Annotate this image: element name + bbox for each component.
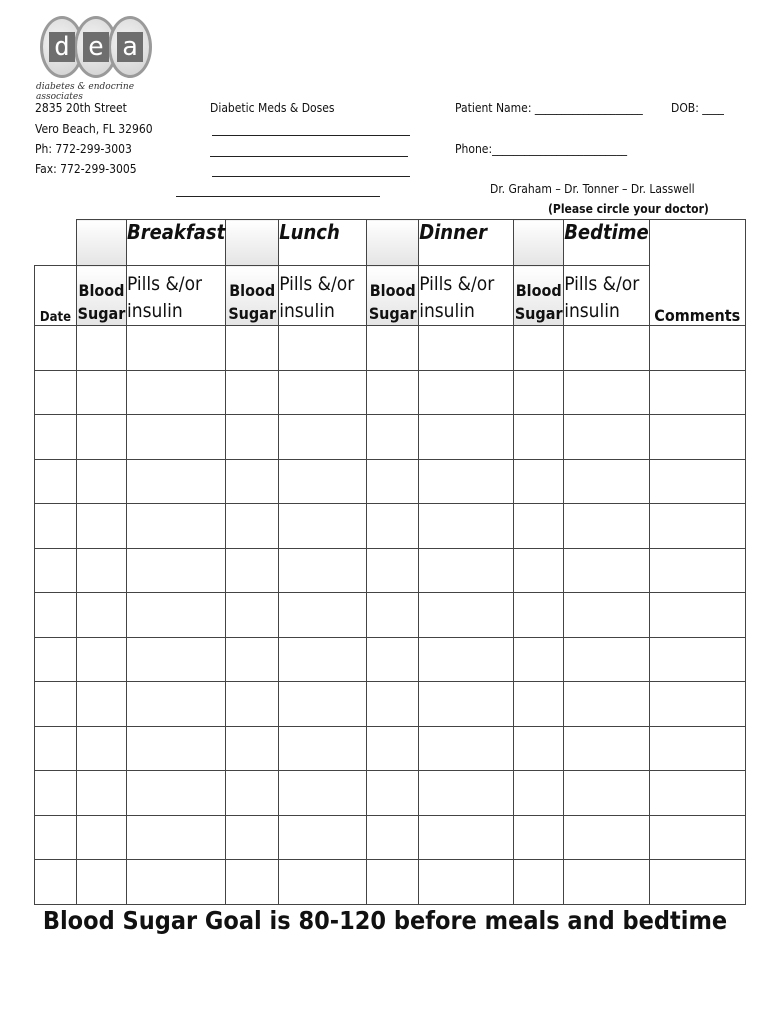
entry-cell[interactable]	[127, 504, 226, 549]
meal-bedtime: Bedtime	[564, 220, 650, 266]
entry-cell[interactable]	[35, 860, 77, 905]
blood-sugar-goal: Blood Sugar Goal is 80-120 before meals and bedtime	[42, 906, 728, 935]
entry-cell[interactable]	[35, 815, 77, 860]
entry-cell[interactable]	[649, 593, 745, 638]
entry-cell[interactable]	[514, 637, 564, 682]
entry-cell[interactable]	[226, 593, 279, 638]
logo-letter-a: a	[117, 32, 143, 62]
entry-cell[interactable]	[127, 593, 226, 638]
entry-cell[interactable]	[564, 370, 650, 415]
table-row	[35, 593, 746, 638]
dea-logo	[36, 12, 156, 102]
entry-cell[interactable]	[419, 370, 514, 415]
doctor-names[interactable]: Dr. Graham – Dr. Tonner – Dr. Lasswell	[490, 182, 695, 196]
insulin-label: insulin	[419, 300, 475, 322]
table-row	[35, 548, 746, 593]
entry-cell[interactable]	[77, 593, 127, 638]
entry-cell[interactable]	[279, 860, 367, 905]
entry-cell[interactable]	[77, 860, 127, 905]
entry-cell[interactable]	[127, 548, 226, 593]
entry-cell[interactable]	[367, 593, 419, 638]
entry-cell[interactable]	[279, 504, 367, 549]
breakfast-pills-header	[127, 266, 226, 326]
table-row	[35, 459, 746, 504]
entry-cell[interactable]	[564, 504, 650, 549]
lunch-shade	[226, 220, 279, 266]
blood-sugar-log-table	[34, 219, 746, 905]
address-fax: Fax: 772-299-3005	[35, 162, 137, 176]
entry-cell[interactable]	[367, 726, 419, 771]
entry-cell[interactable]	[367, 637, 419, 682]
entry-cell[interactable]	[649, 637, 745, 682]
table-row	[35, 771, 746, 816]
entry-cell[interactable]	[279, 326, 367, 371]
entry-cell[interactable]	[419, 504, 514, 549]
entry-cell[interactable]	[35, 459, 77, 504]
entry-cell[interactable]	[649, 415, 745, 460]
entry-cell[interactable]	[35, 326, 77, 371]
entry-cell[interactable]	[279, 459, 367, 504]
logo-tagline: diabetes & endocrine associates	[36, 82, 135, 102]
meds-line-1[interactable]	[212, 135, 410, 136]
table-row	[35, 637, 746, 682]
entry-cell[interactable]	[419, 682, 514, 727]
blood-label: Blood	[229, 281, 276, 300]
entry-cell[interactable]	[226, 860, 279, 905]
entry-cell[interactable]	[279, 771, 367, 816]
entry-cell[interactable]	[226, 548, 279, 593]
date-header: Date	[35, 266, 77, 326]
pills-label: Pills &/or	[419, 273, 495, 295]
sugar-label: Sugar	[368, 304, 417, 323]
entry-cell[interactable]	[419, 415, 514, 460]
entry-cell[interactable]	[35, 771, 77, 816]
entry-cell[interactable]	[226, 415, 279, 460]
entry-cell[interactable]	[649, 682, 745, 727]
blood-label: Blood	[78, 281, 125, 300]
entry-cell[interactable]	[35, 548, 77, 593]
entry-cell[interactable]	[279, 593, 367, 638]
entry-cell[interactable]	[127, 459, 226, 504]
entry-cell[interactable]	[564, 326, 650, 371]
entry-cell[interactable]	[279, 726, 367, 771]
entry-cell[interactable]	[279, 548, 367, 593]
entry-cell[interactable]	[649, 726, 745, 771]
entry-cell[interactable]	[279, 682, 367, 727]
entry-cell[interactable]	[564, 682, 650, 727]
entry-cell[interactable]	[514, 415, 564, 460]
dob-field[interactable]: DOB: ____	[671, 101, 724, 115]
log-rows	[35, 326, 746, 905]
lunch-blood-sugar-header	[226, 266, 279, 326]
entry-cell[interactable]	[226, 726, 279, 771]
entry-cell[interactable]	[367, 815, 419, 860]
entry-cell[interactable]	[127, 771, 226, 816]
entry-cell[interactable]	[564, 415, 650, 460]
table-row	[35, 370, 746, 415]
meds-label: Diabetic Meds & Doses	[210, 101, 335, 115]
meal-dinner: Dinner	[419, 220, 514, 266]
meds-line-3[interactable]	[212, 176, 410, 177]
entry-cell[interactable]	[419, 459, 514, 504]
entry-cell[interactable]	[649, 548, 745, 593]
entry-cell[interactable]	[564, 726, 650, 771]
entry-cell[interactable]	[77, 815, 127, 860]
entry-cell[interactable]	[77, 370, 127, 415]
entry-cell[interactable]	[419, 860, 514, 905]
entry-cell[interactable]	[564, 548, 650, 593]
address-city: Vero Beach, FL 32960	[35, 122, 153, 136]
entry-cell[interactable]	[649, 815, 745, 860]
entry-cell[interactable]	[649, 370, 745, 415]
table-row	[35, 860, 746, 905]
entry-cell[interactable]	[419, 326, 514, 371]
entry-cell[interactable]	[564, 860, 650, 905]
entry-cell[interactable]	[514, 548, 564, 593]
entry-cell[interactable]	[514, 771, 564, 816]
entry-cell[interactable]	[279, 637, 367, 682]
entry-cell[interactable]	[77, 771, 127, 816]
dinner-blood-sugar-header	[367, 266, 419, 326]
entry-cell[interactable]	[226, 682, 279, 727]
entry-cell[interactable]	[649, 771, 745, 816]
entry-cell[interactable]	[514, 326, 564, 371]
entry-cell[interactable]	[514, 815, 564, 860]
pills-label: Pills &/or	[564, 273, 640, 295]
entry-cell[interactable]	[649, 326, 745, 371]
entry-cell[interactable]	[419, 815, 514, 860]
entry-cell[interactable]	[226, 771, 279, 816]
entry-cell[interactable]	[127, 726, 226, 771]
entry-cell[interactable]	[279, 370, 367, 415]
entry-cell[interactable]	[419, 548, 514, 593]
address-street: 2835 20th Street	[35, 101, 127, 115]
entry-cell[interactable]	[35, 726, 77, 771]
entry-cell[interactable]	[367, 415, 419, 460]
entry-cell[interactable]	[77, 504, 127, 549]
entry-cell[interactable]	[649, 860, 745, 905]
insulin-label: insulin	[127, 300, 183, 322]
logo-letter-e: e	[83, 32, 109, 62]
entry-cell[interactable]	[419, 593, 514, 638]
table-row	[35, 726, 746, 771]
sugar-label: Sugar	[77, 304, 126, 323]
entry-cell[interactable]	[367, 504, 419, 549]
entry-cell[interactable]	[564, 771, 650, 816]
entry-cell[interactable]	[419, 771, 514, 816]
entry-cell[interactable]	[226, 815, 279, 860]
meal-lunch: Lunch	[279, 220, 367, 266]
logo-letter-d: d	[49, 32, 75, 62]
entry-cell[interactable]	[35, 370, 77, 415]
entry-cell[interactable]	[35, 415, 77, 460]
entry-cell[interactable]	[226, 504, 279, 549]
doctor-instruction: (Please circle your doctor)	[548, 202, 709, 216]
entry-cell[interactable]	[367, 459, 419, 504]
entry-cell[interactable]	[279, 415, 367, 460]
entry-cell[interactable]	[514, 682, 564, 727]
entry-cell[interactable]	[367, 370, 419, 415]
entry-cell[interactable]	[77, 326, 127, 371]
entry-cell[interactable]	[514, 860, 564, 905]
patient-name-field[interactable]: Patient Name: ____________________	[455, 101, 643, 115]
blood-label: Blood	[369, 281, 416, 300]
entry-cell[interactable]	[77, 548, 127, 593]
insulin-label: insulin	[564, 300, 620, 322]
lunch-pills-header	[279, 266, 367, 326]
entry-cell[interactable]	[367, 682, 419, 727]
entry-cell[interactable]	[367, 771, 419, 816]
entry-cell[interactable]	[514, 593, 564, 638]
entry-cell[interactable]	[77, 726, 127, 771]
entry-cell[interactable]	[35, 593, 77, 638]
address-phone: Ph: 772-299-3003	[35, 142, 132, 156]
entry-cell[interactable]	[226, 370, 279, 415]
entry-cell[interactable]	[564, 593, 650, 638]
entry-cell[interactable]	[279, 815, 367, 860]
table-row	[35, 326, 746, 371]
entry-cell[interactable]	[514, 459, 564, 504]
entry-cell[interactable]	[35, 682, 77, 727]
bedtime-shade	[514, 220, 564, 266]
breakfast-shade	[77, 220, 127, 266]
entry-cell[interactable]	[514, 370, 564, 415]
sugar-label: Sugar	[228, 304, 277, 323]
entry-cell[interactable]	[77, 637, 127, 682]
entry-cell[interactable]	[77, 459, 127, 504]
meds-line-4[interactable]	[176, 196, 380, 197]
pills-label: Pills &/or	[279, 273, 355, 295]
entry-cell[interactable]	[127, 415, 226, 460]
entry-cell[interactable]	[367, 860, 419, 905]
entry-cell[interactable]	[649, 459, 745, 504]
entry-cell[interactable]	[514, 726, 564, 771]
entry-cell[interactable]	[127, 326, 226, 371]
entry-cell[interactable]	[77, 415, 127, 460]
entry-cell[interactable]	[127, 682, 226, 727]
entry-cell[interactable]	[649, 504, 745, 549]
comments-header: Comments	[649, 266, 745, 326]
entry-cell[interactable]	[564, 815, 650, 860]
entry-cell[interactable]	[226, 326, 279, 371]
entry-cell[interactable]	[35, 637, 77, 682]
dinner-pills-header	[419, 266, 514, 326]
entry-cell[interactable]	[564, 459, 650, 504]
entry-cell[interactable]	[127, 815, 226, 860]
entry-cell[interactable]	[226, 637, 279, 682]
bedtime-pills-header	[564, 266, 650, 326]
phone-field[interactable]: Phone:_________________________	[455, 142, 627, 156]
entry-cell[interactable]	[367, 326, 419, 371]
entry-cell[interactable]	[419, 637, 514, 682]
entry-cell[interactable]	[514, 504, 564, 549]
entry-cell[interactable]	[367, 548, 419, 593]
entry-cell[interactable]	[127, 370, 226, 415]
sugar-label: Sugar	[514, 304, 563, 323]
table-row	[35, 815, 746, 860]
entry-cell[interactable]	[226, 459, 279, 504]
dinner-shade	[367, 220, 419, 266]
pills-label: Pills &/or	[127, 273, 203, 295]
table-row	[35, 504, 746, 549]
table-row	[35, 682, 746, 727]
entry-cell[interactable]	[419, 726, 514, 771]
blood-label: Blood	[515, 281, 562, 300]
entry-cell[interactable]	[35, 504, 77, 549]
bedtime-blood-sugar-header	[514, 266, 564, 326]
insulin-label: insulin	[279, 300, 335, 322]
meds-line-2[interactable]	[210, 156, 408, 157]
breakfast-blood-sugar-header	[77, 266, 127, 326]
entry-cell[interactable]	[564, 637, 650, 682]
meal-breakfast: Breakfast	[127, 220, 226, 266]
entry-cell[interactable]	[127, 637, 226, 682]
table-row	[35, 415, 746, 460]
entry-cell[interactable]	[77, 682, 127, 727]
entry-cell[interactable]	[127, 860, 226, 905]
